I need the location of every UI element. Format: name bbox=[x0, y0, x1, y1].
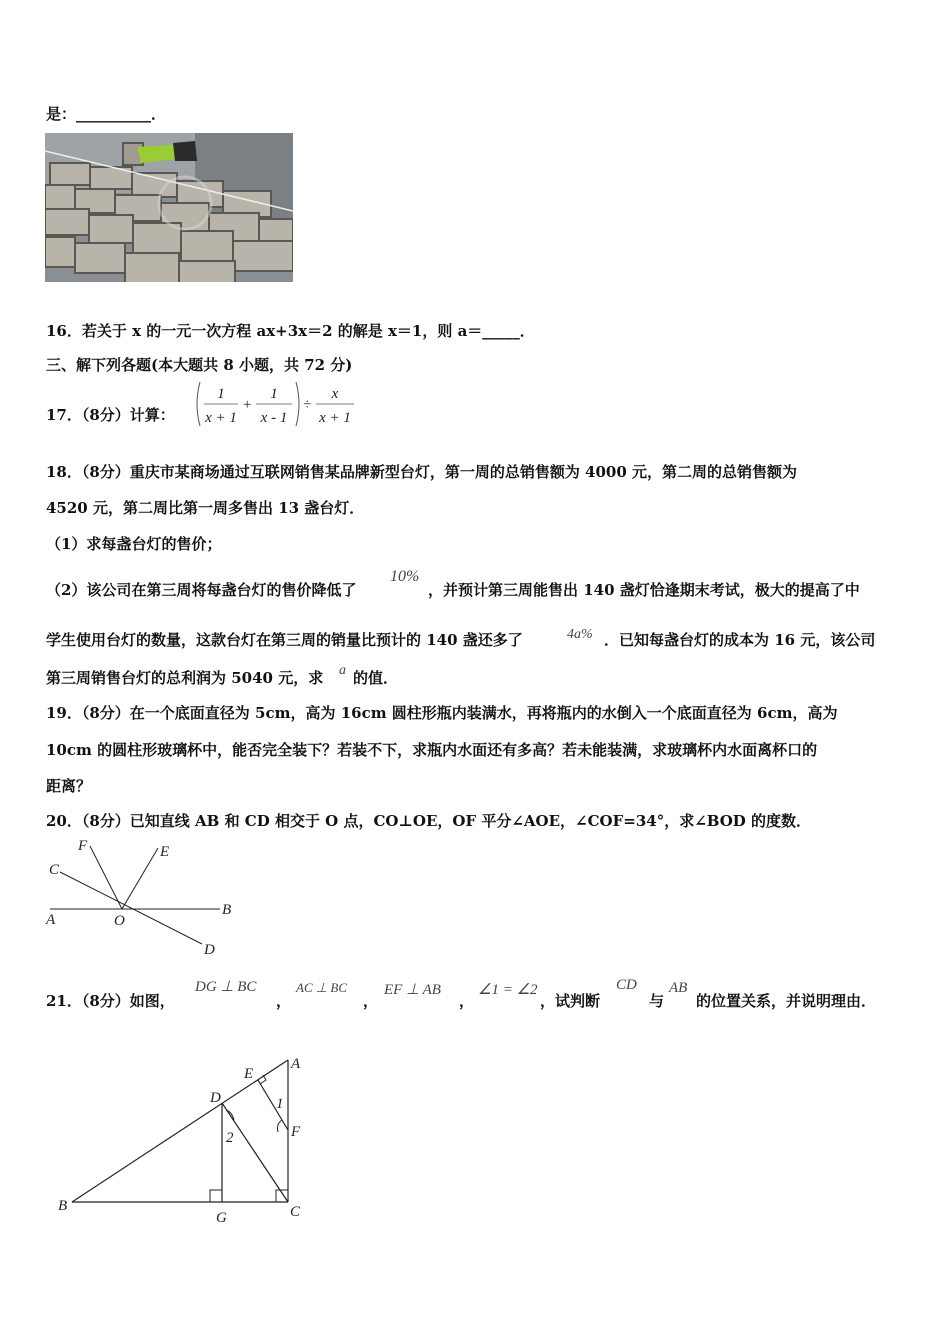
q17-num1: 1 bbox=[217, 386, 225, 402]
question-18-part2-b: ，并预计第三周能售出 140 盏灯恰逢期末考试，极大的提高了中 bbox=[428, 581, 860, 599]
q21-comma-2: ， bbox=[363, 992, 379, 1010]
q21-comma-1: ， bbox=[276, 992, 292, 1010]
q21-cond-ef-ab: EF ⊥ AB bbox=[384, 982, 441, 998]
question-20: 20．（8分）已知直线 AB 和 CD 相交于 O 点，CO⊥OE，OF 平分∠AOE，∠COF=34°，求∠BOD 的度数． bbox=[46, 812, 812, 830]
q21-label-F: F bbox=[291, 1124, 301, 1140]
q20-label-O: O bbox=[114, 913, 125, 929]
section-3-heading: 三、解下列各题(本大题共 8 小题，共 72 分) bbox=[46, 356, 353, 374]
q21-angle-1: 1 bbox=[276, 1096, 284, 1112]
q17-plus: + bbox=[241, 397, 253, 413]
bricklaying-photo bbox=[45, 133, 293, 282]
q17-den1: x + 1 bbox=[205, 410, 237, 426]
q15-answer-line: 是：__________． bbox=[46, 105, 167, 123]
q21-tail: 的位置关系，并说明理由． bbox=[696, 992, 877, 1010]
q17-div: ÷ bbox=[302, 397, 312, 413]
q21-label-D: D bbox=[210, 1090, 221, 1106]
question-21-label: 21．（8分）如图， bbox=[46, 992, 175, 1010]
q21-cond-angles: ∠1 = ∠2 bbox=[478, 982, 538, 998]
q20-label-E: E bbox=[160, 844, 170, 860]
question-18-line5-b: ．已知每盏台灯的成本为 16 元，该公司 bbox=[604, 631, 876, 649]
question-17-label: 17．（8分）计算： bbox=[46, 406, 175, 424]
q20-label-F: F bbox=[78, 838, 88, 854]
question-18-line6-b: 的值． bbox=[353, 669, 399, 687]
q21-label-A: A bbox=[291, 1056, 301, 1072]
q21-ab: AB bbox=[669, 980, 688, 996]
question-19-line3: 距离？ bbox=[46, 777, 92, 795]
question-18-part2-a: （2）该公司在第三周将每盏台灯的售价降低了 bbox=[46, 581, 357, 599]
q20-label-A: A bbox=[46, 912, 56, 928]
q21-cond-dg-bc: DG ⊥ BC bbox=[195, 979, 257, 995]
q21-label-B: B bbox=[58, 1198, 68, 1214]
q20-label-B: B bbox=[222, 902, 232, 918]
q21-cond-ac-bc: AC ⊥ BC bbox=[296, 980, 348, 995]
question-19-line1: 19．（8分）在一个底面直径为 5cm，高为 16cm 圆柱形瓶内装满水，再将瓶内的水倒入一个底面直径为 6cm，高为 bbox=[46, 704, 838, 722]
q21-label-C: C bbox=[290, 1204, 301, 1220]
q20-label-C: C bbox=[49, 862, 60, 878]
q18-percent-10: 10% bbox=[390, 568, 420, 585]
question-18-line1: 18．（8分）重庆市某商场通过互联网销售某品牌新型台灯，第一周的总销售额为 4000 元，第二周的总销售额为 bbox=[46, 463, 798, 481]
q21-figure bbox=[50, 1050, 320, 1234]
q18-var-a: a bbox=[339, 663, 346, 678]
question-18-line5-a: 学生使用台灯的数量，这款台灯在第三周的销量比预计的 140 盏还多了 bbox=[46, 631, 523, 649]
question-18-line2: 4520 元，第二周比第一周多售出 13 盏台灯． bbox=[46, 499, 365, 517]
q17-num3: x bbox=[331, 386, 339, 402]
question-18-line6-a: 第三周销售台灯的总利润为 5040 元，求 bbox=[46, 669, 324, 687]
q21-comma-3: ， bbox=[459, 992, 475, 1010]
q20-figure bbox=[40, 836, 240, 966]
question-18-part1: （1）求每盏台灯的售价； bbox=[46, 535, 222, 553]
q17-den3: x + 1 bbox=[319, 410, 351, 426]
question-19-line2: 10cm 的圆柱形玻璃杯中，能否完全装下？若装不下，求瓶内水面还有多高？若未能装满，求玻璃杯内水面离杯口的 bbox=[46, 741, 818, 759]
q17-den2: x - 1 bbox=[260, 410, 288, 426]
q21-cd: CD bbox=[616, 977, 637, 993]
q17-num2: 1 bbox=[270, 386, 278, 402]
q21-angle-2: 2 bbox=[226, 1130, 234, 1146]
q18-percent-4a: 4a% bbox=[567, 627, 593, 642]
q21-label-G: G bbox=[216, 1210, 227, 1226]
q21-yu: 与 bbox=[649, 992, 665, 1010]
q20-label-D: D bbox=[204, 942, 215, 958]
q21-label-E: E bbox=[244, 1066, 254, 1082]
question-16: 16．若关于 x 的一元一次方程 ax+3x＝2 的解是 x＝1，则 a＝_____． bbox=[46, 322, 535, 340]
q21-judge: ，试判断 bbox=[540, 992, 601, 1010]
q17-expression bbox=[190, 378, 360, 434]
